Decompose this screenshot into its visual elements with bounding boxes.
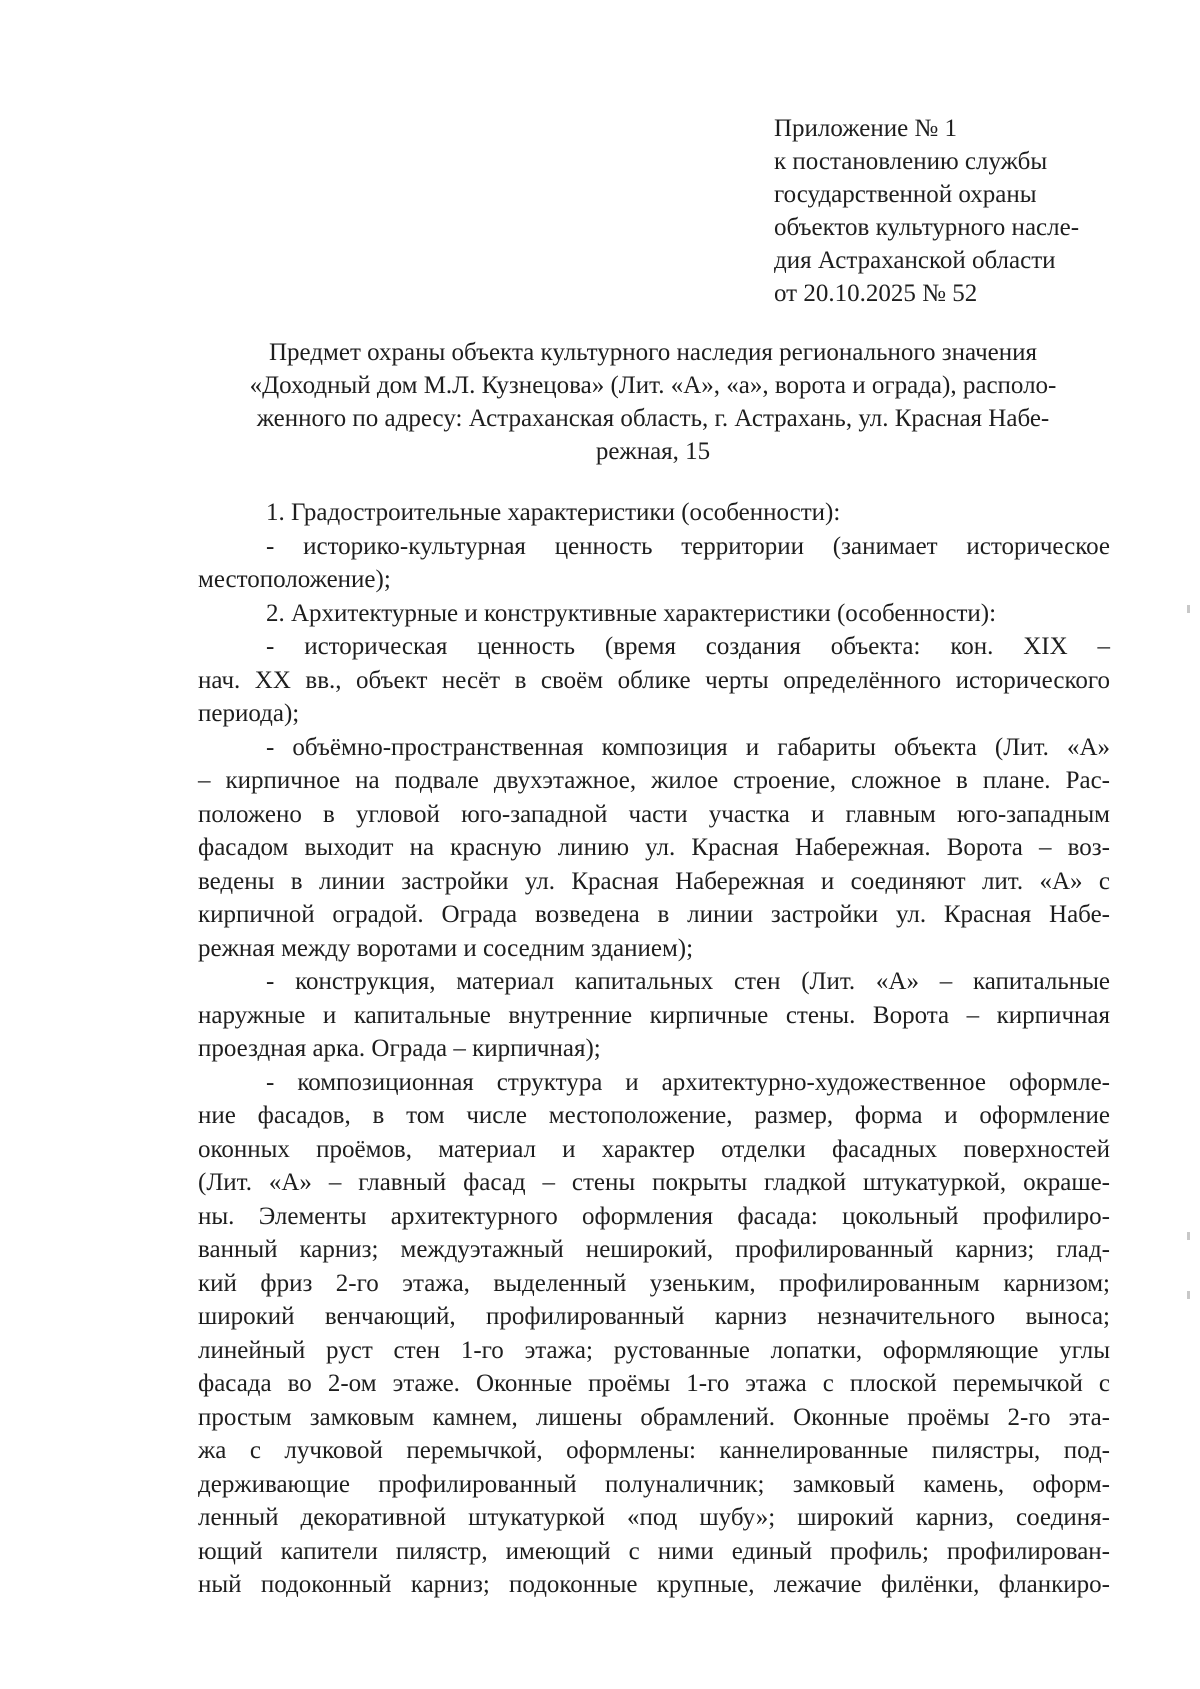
body-line: периода); (198, 700, 300, 727)
body-line: оконных проёмов, материал и характер отделки фасадных поверхностей (198, 1135, 1110, 1163)
section-heading: 1. Градостроительные характеристики (особенности): (266, 499, 841, 526)
appendix-line: от 20.10.2025 № 52 (774, 280, 978, 307)
title-line: женного по адресу: Астраханская область, г. Астрахань, ул. Красная Набе- (256, 405, 1050, 432)
scan-speck (1187, 1291, 1190, 1299)
body-line: положено в угловой юго-западной части участка и главным юго-западным (198, 800, 1110, 828)
body-line: фасадом выходит на красную линию ул. Красная Набережная. Ворота – воз- (198, 834, 1110, 861)
body-line: ющий капители пилястр, имеющий с ними единый профиль; профилирован- (198, 1537, 1110, 1565)
title-line: «Доходный дом М.Л. Кузнецова» (Лит. «А», «а», ворота и ограда), располо- (249, 372, 1057, 399)
body-line: - объёмно-пространственная композиция и габариты объекта (Лит. «А» (266, 733, 1110, 761)
appendix-line: дия Астраханской области (774, 247, 1056, 274)
body-line: режная между воротами и соседним зданием); (198, 934, 694, 962)
title-line: Предмет охраны объекта культурного наследия регионального значения (268, 339, 1038, 366)
body-line: держивающие профилированный полуналичник; замковый камень, оформ- (198, 1470, 1110, 1498)
body-line: простым замковым камнем, лишены обрамлений. Оконные проёмы 2-го эта- (198, 1403, 1110, 1431)
appendix-block (774, 112, 1134, 310)
body-line: наружные и капитальные внутренние кирпичные стены. Ворота – кирпичная (198, 1001, 1110, 1029)
body-line: ванный карниз; междуэтажный неширокий, профилированный карниз; глад- (198, 1236, 1110, 1263)
body-line: линейный руст стен 1-го этажа; рустованные лопатки, оформляющие углы (198, 1336, 1110, 1364)
body-line: фасада во 2-ом этаже. Оконные проёмы 1-го этажа с плоской перемычкой с (198, 1370, 1110, 1397)
body-line: - историческая ценность (время создания объекта: кон. XIX – (266, 633, 1110, 660)
body-line: кий фриз 2-го этажа, выделенный узеньким, профилированным карнизом; (198, 1269, 1110, 1297)
body-line: нач. XX вв., объект несёт в своём облике черты определённого исторического (198, 666, 1110, 694)
body-line: ние фасадов, в том числе местоположение, размер, форма и оформление (198, 1102, 1110, 1129)
appendix-line: государственной охраны (774, 181, 1037, 208)
scan-speck (1187, 1232, 1190, 1240)
document-title (198, 336, 1108, 468)
body-line: кирпичной оградой. Ограда возведена в линии застройки ул. Красная Набе- (198, 901, 1110, 928)
body-line: местоположение); (198, 566, 391, 593)
section-heading: 2. Архитектурные и конструктивные характеристики (особенности): (266, 599, 997, 627)
body-line: жа с лучковой перемычкой, оформлены: каннелированные пилястры, под- (198, 1437, 1110, 1464)
body-line: ны. Элементы архитектурного оформления фасада: цокольный профилиро- (198, 1202, 1110, 1230)
body-line: ный подоконный карниз; подоконные крупные, лежачие филёнки, фланкиро- (198, 1571, 1110, 1598)
body-line: ленный декоративной штукатуркой «под шубу»; широкий карниз, соединя- (198, 1504, 1110, 1531)
appendix-line: к постановлению службы (774, 148, 1048, 175)
body-line: проездная арка. Ограда – кирпичная); (198, 1035, 601, 1062)
scan-speck (1187, 605, 1190, 613)
body-line: ведены в линии застройки ул. Красная Набережная и соединяют лит. «А» с (198, 867, 1110, 895)
body-line: широкий венчающий, профилированный карниз незначительного выноса; (198, 1303, 1110, 1330)
body-line: – кирпичное на подвале двухэтажное, жилое строение, сложное в плане. Рас- (198, 767, 1110, 794)
appendix-line: объектов культурного насле- (774, 214, 1080, 241)
body-line: - композиционная структура и архитектурно-художественное оформле- (266, 1068, 1110, 1096)
body-line: - историко-культурная ценность территории (занимает историческое (266, 532, 1110, 560)
body-line: - конструкция, материал капитальных стен (Лит. «А» – капитальные (266, 968, 1110, 995)
title-line: режная, 15 (595, 438, 711, 465)
appendix-line: Приложение № 1 (774, 115, 958, 142)
body-line: (Лит. «А» – главный фасад – стены покрыты гладкой штукатуркой, окраше- (198, 1169, 1110, 1196)
document-body (198, 496, 1110, 1602)
